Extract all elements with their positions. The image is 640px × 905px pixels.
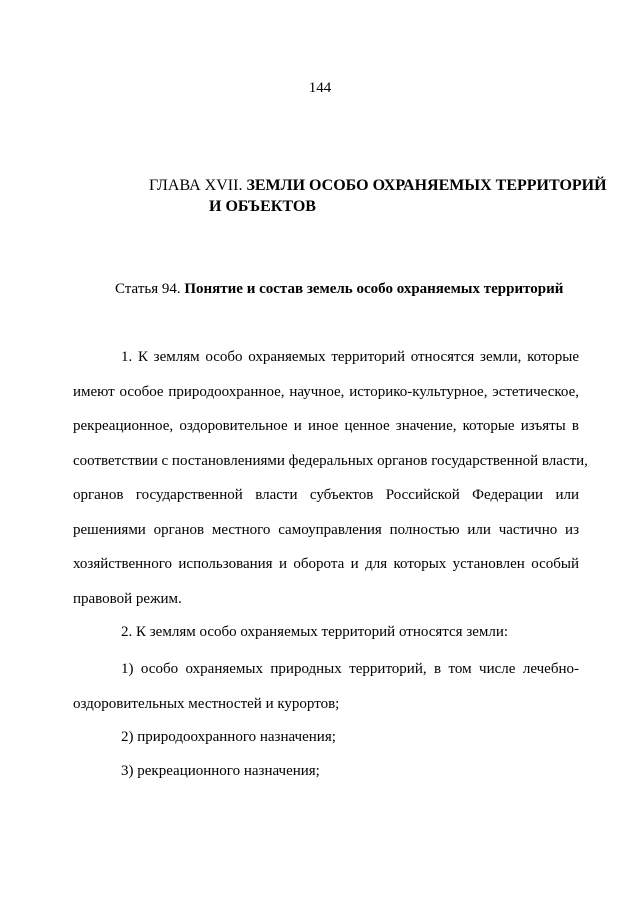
- chapter-heading-line1: [149, 175, 609, 196]
- paragraph-1-line: решениями органов местного самоуправления полностью или частично из: [73, 521, 579, 538]
- chapter-prefix: ГЛАВА XVII.: [149, 177, 243, 194]
- page-number: 144: [308, 80, 332, 96]
- article-title: Понятие и состав земель особо охраняемых территорий: [184, 281, 564, 297]
- chapter-title-line2: И ОБЪЕКТОВ: [209, 198, 316, 215]
- paragraph-1-line: хозяйственного использования и оборота и для которых установлен особый: [73, 556, 579, 572]
- paragraph-2: 2. К землям особо охраняемых территорий относятся земли:: [121, 624, 509, 640]
- list-item-3: 3) рекреационного назначения;: [121, 763, 320, 779]
- article-heading: [115, 281, 595, 298]
- paragraph-1-line: рекреационное, оздоровительное и иное ценное значение, которые изъяты в: [73, 418, 579, 434]
- chapter-heading: [149, 175, 609, 217]
- paragraph-1-line: соответствии с постановлениями федеральных органов государственной власти,: [73, 452, 588, 469]
- paragraph-1-line: органов государственной власти субъектов Российской Федерации или: [73, 487, 579, 503]
- chapter-title-line1: ЗЕМЛИ ОСОБО ОХРАНЯЕМЫХ ТЕРРИТОРИЙ: [246, 177, 607, 194]
- article-prefix: Статья 94.: [115, 281, 181, 297]
- paragraph-1: [73, 340, 588, 616]
- list-item-2: 2) природоохранного назначения;: [121, 729, 336, 745]
- list-item-1-line: оздоровительных местностей и курортов;: [73, 695, 340, 712]
- paragraph-1-line: 1. К землям особо охраняемых территорий относятся земли, которые: [121, 349, 579, 365]
- paragraph-1-line: правовой режим.: [73, 590, 182, 607]
- paragraph-1-line: имеют особое природоохранное, научное, историко-культурное, эстетическое,: [73, 383, 579, 400]
- list-item-1: [73, 652, 579, 721]
- list-item-1-line: 1) особо охраняемых природных территорий, в том числе лечебно-: [121, 661, 579, 677]
